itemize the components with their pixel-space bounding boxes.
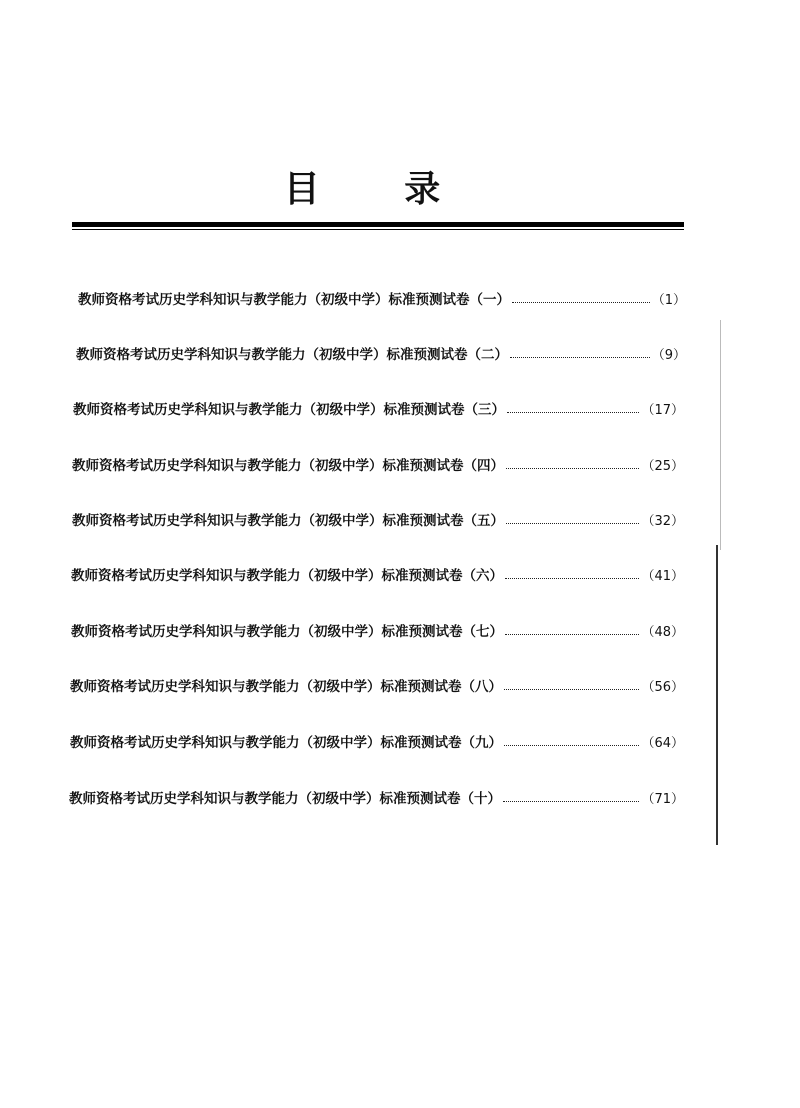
toc-entry-page: （17） — [641, 402, 684, 418]
toc-leader-dots — [510, 357, 650, 358]
toc-entry-page: （9） — [651, 347, 686, 363]
toc-entry-page: （64） — [641, 735, 684, 751]
toc-entry[interactable] — [70, 729, 684, 753]
toc-leader-dots — [506, 523, 639, 524]
toc-leader-dots — [507, 412, 639, 413]
toc-leader-dots — [506, 468, 639, 469]
toc-entry[interactable] — [72, 452, 684, 476]
toc-entry-page: （32） — [641, 513, 684, 529]
toc-entry-title: 教师资格考试历史学科知识与教学能力（初级中学）标准预测试卷（六） — [71, 568, 503, 584]
toc-entry-title: 教师资格考试历史学科知识与教学能力（初级中学）标准预测试卷（九） — [70, 735, 502, 751]
toc-leader-dots — [504, 745, 639, 746]
toc-entry[interactable] — [71, 618, 684, 642]
toc-entry[interactable] — [76, 341, 686, 365]
page-edge-shadow — [720, 320, 721, 550]
toc-leader-dots — [504, 689, 639, 690]
toc-leader-dots — [505, 578, 639, 579]
toc-entry[interactable] — [73, 396, 684, 420]
toc-entry-title: 教师资格考试历史学科知识与教学能力（初级中学）标准预测试卷（三） — [73, 402, 505, 418]
toc-entry-title: 教师资格考试历史学科知识与教学能力（初级中学）标准预测试卷（一） — [78, 292, 510, 308]
toc-leader-dots — [505, 634, 639, 635]
toc-entry[interactable] — [71, 562, 684, 586]
page-edge-binding — [716, 545, 718, 845]
page-title: 目 录 — [283, 169, 477, 210]
toc-leader-dots — [503, 801, 639, 802]
toc-entry-page: （25） — [641, 458, 684, 474]
toc-entry[interactable] — [70, 673, 684, 697]
toc-entry-page: （48） — [641, 624, 684, 640]
toc-entry-title: 教师资格考试历史学科知识与教学能力（初级中学）标准预测试卷（四） — [72, 458, 504, 474]
toc-entry-title: 教师资格考试历史学科知识与教学能力（初级中学）标准预测试卷（七） — [71, 624, 503, 640]
toc-leader-dots — [512, 302, 650, 303]
toc-entry[interactable] — [78, 286, 686, 310]
toc-entry-title: 教师资格考试历史学科知识与教学能力（初级中学）标准预测试卷（五） — [72, 513, 504, 529]
toc-entry-title: 教师资格考试历史学科知识与教学能力（初级中学）标准预测试卷（八） — [70, 679, 502, 695]
toc-entry-page: （71） — [641, 791, 684, 807]
toc-entry-page: （41） — [641, 568, 684, 584]
toc-entry[interactable] — [69, 785, 684, 809]
toc-entry-page: （56） — [641, 679, 684, 695]
toc-entry-page: （1） — [651, 292, 686, 308]
toc-entry[interactable] — [72, 507, 684, 531]
toc-entry-title: 教师资格考试历史学科知识与教学能力（初级中学）标准预测试卷（二） — [76, 347, 508, 363]
toc-entry-title: 教师资格考试历史学科知识与教学能力（初级中学）标准预测试卷（十） — [69, 791, 501, 807]
